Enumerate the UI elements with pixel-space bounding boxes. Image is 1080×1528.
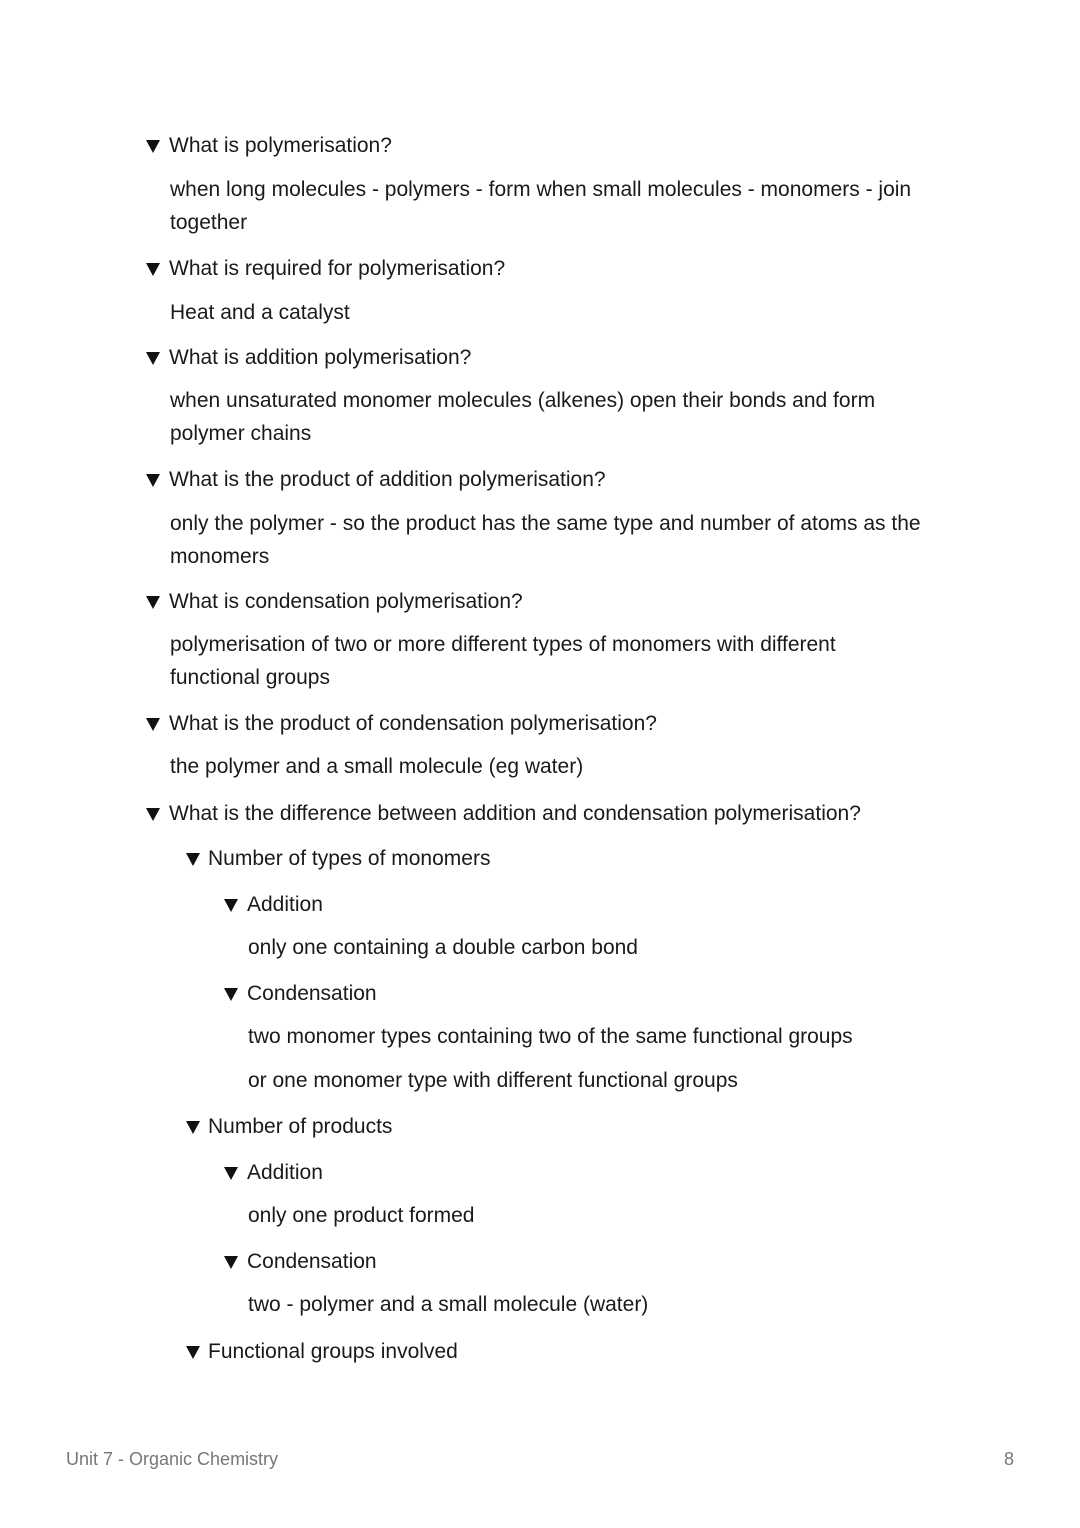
toggle-heading: Functional groups involved (208, 1340, 458, 1363)
toggle-triangle-icon[interactable] (186, 1346, 200, 1359)
toggle-answer: only the polymer - so the product has the same type and number of atoms as the monomers (170, 512, 921, 568)
page-number: 8 (1003, 1449, 1014, 1469)
toggle-triangle-icon[interactable] (146, 352, 160, 365)
toggle-question: What is the difference between addition and condensation polymerisation? (169, 802, 861, 825)
toggle-triangle-icon[interactable] (146, 140, 160, 153)
toggle-triangle-icon[interactable] (146, 263, 160, 276)
toggle-triangle-icon[interactable] (224, 988, 238, 1001)
toggle-answer: two monomer types containing two of the same functional groups (248, 1025, 853, 1048)
toggle-question: What is the product of addition polymerisation? (169, 468, 606, 491)
toggle-answer: only one product formed (248, 1204, 475, 1227)
toggle-question: What is polymerisation? (169, 134, 392, 157)
toggle-heading: Number of products (208, 1115, 393, 1138)
footer-unit-title: Unit 7 - Organic Chemistry (66, 1449, 279, 1469)
toggle-heading: Number of types of monomers (208, 847, 491, 870)
toggle-triangle-icon[interactable] (224, 1256, 238, 1269)
toggle-triangle-icon[interactable] (146, 474, 160, 487)
toggle-answer: polymerisation of two or more different types of monomers with different functional groups (170, 633, 836, 689)
toggle-triangle-icon[interactable] (224, 899, 238, 912)
toggle-triangle-icon[interactable] (146, 596, 160, 609)
toggle-question: What is required for polymerisation? (169, 257, 506, 280)
toggle-heading: Condensation (247, 982, 377, 1005)
toggle-answer: when long molecules - polymers - form when small molecules - monomers - join together (170, 178, 912, 234)
toggle-question: What is addition polymerisation? (169, 346, 472, 369)
toggle-triangle-icon[interactable] (186, 1121, 200, 1134)
toggle-answer: only one containing a double carbon bond (248, 936, 638, 959)
toggle-heading: Addition (247, 893, 323, 916)
toggle-question: What is the product of condensation polymerisation? (169, 712, 657, 735)
toggle-question: What is condensation polymerisation? (169, 590, 523, 613)
toggle-triangle-icon[interactable] (146, 808, 160, 821)
toggle-heading: Condensation (247, 1250, 377, 1273)
toggle-answer: when unsaturated monomer molecules (alkenes) open their bonds and form polymer chains (170, 389, 876, 445)
toggle-heading: Addition (247, 1161, 323, 1184)
toggle-triangle-icon[interactable] (186, 853, 200, 866)
toggle-triangle-icon[interactable] (224, 1167, 238, 1180)
toggle-answer: or one monomer type with different functional groups (248, 1069, 738, 1092)
toggle-triangle-icon[interactable] (146, 718, 160, 731)
toggle-answer: two - polymer and a small molecule (water) (248, 1293, 649, 1316)
toggle-answer: Heat and a catalyst (170, 301, 350, 324)
toggle-answer: the polymer and a small molecule (eg water) (170, 755, 584, 778)
